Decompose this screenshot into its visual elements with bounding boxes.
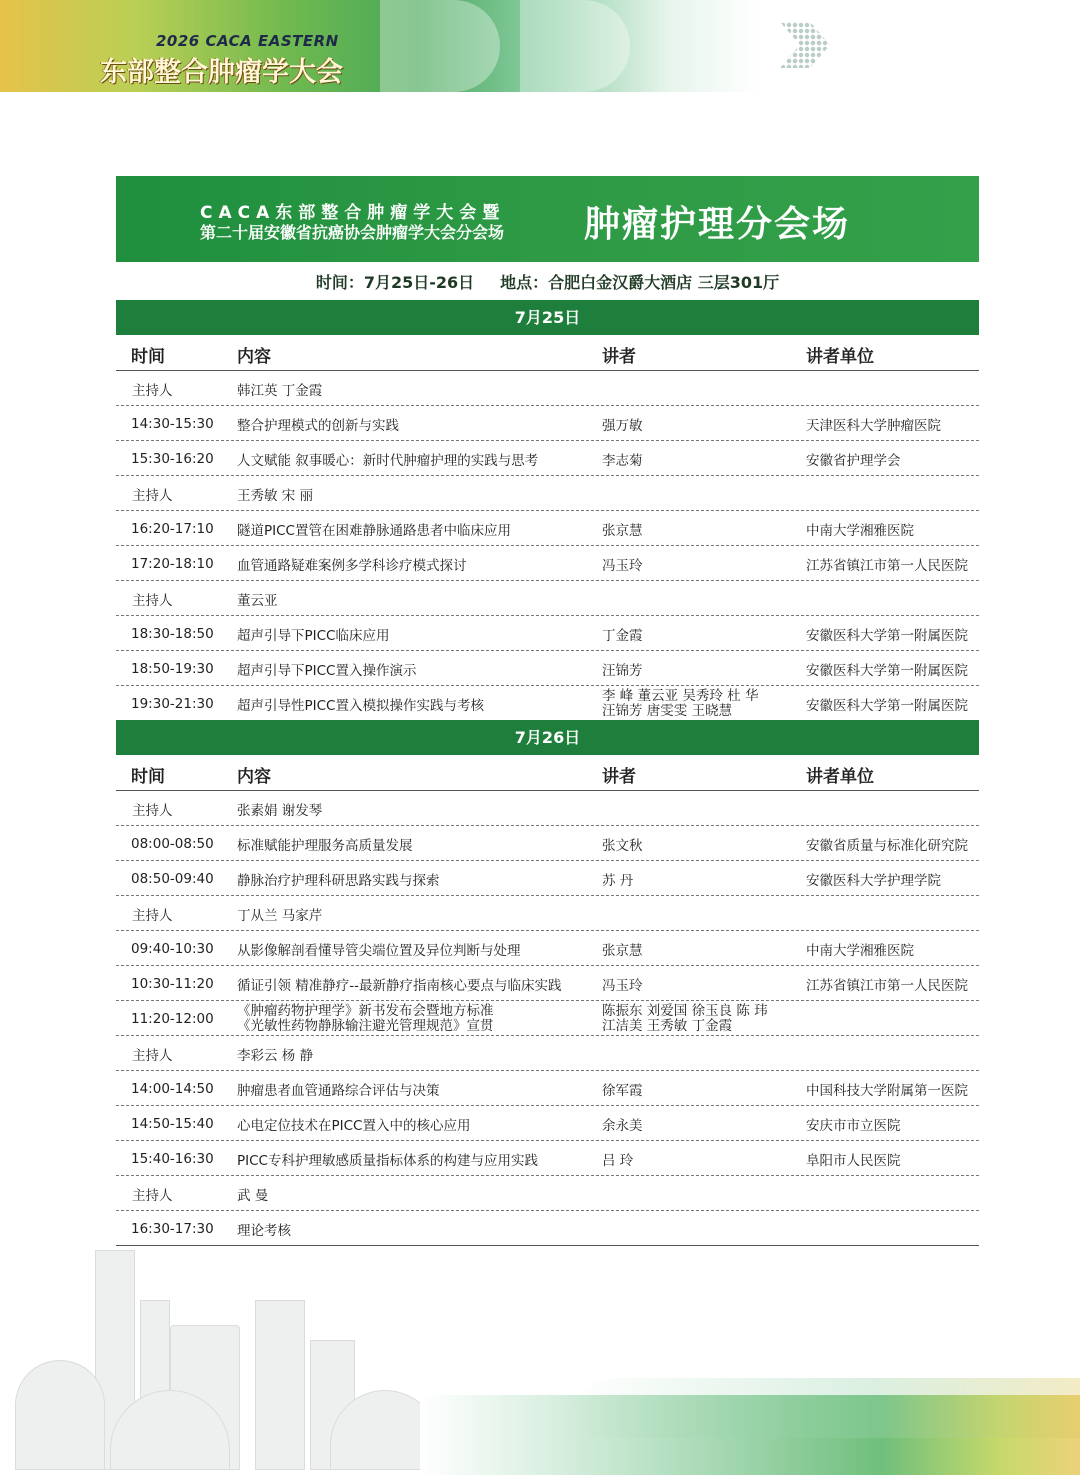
row-speaker-line: 张京慧 — [602, 522, 643, 539]
row-topic: 张素娟 谢发琴 — [237, 802, 323, 819]
row-speaker — [602, 616, 643, 651]
host-row — [116, 371, 979, 406]
row-topic: 韩江英 丁金霞 — [237, 382, 323, 399]
row-time: 17:20-18:10 — [131, 555, 214, 572]
session-place: 地点：合肥白金汉爵大酒店 三层301厅 — [500, 273, 780, 292]
row-speaker-line: 张文秋 — [602, 837, 643, 854]
schedule-row — [116, 1106, 979, 1141]
schedule-row — [116, 651, 979, 686]
bottom-decoration — [0, 1240, 1080, 1475]
row-time: 主持人 — [132, 907, 173, 924]
row-unit: 中南大学湘雅医院 — [806, 522, 914, 539]
row-time: 15:40-16:30 — [131, 1150, 214, 1167]
row-time: 主持人 — [132, 487, 173, 504]
host-row — [116, 896, 979, 931]
row-unit: 安徽医科大学第一附属医院 — [806, 627, 968, 644]
row-time: 主持人 — [132, 802, 173, 819]
row-topic: 整合护理模式的创新与实践 — [237, 417, 399, 434]
schedule-row — [116, 966, 979, 1001]
row-speaker — [602, 441, 643, 476]
row-speaker — [602, 546, 643, 581]
dot-arrow-icon — [780, 22, 830, 68]
row-speaker — [602, 966, 643, 1001]
row-unit: 安徽医科大学第一附属医院 — [806, 697, 968, 714]
day-header: 7月25日 — [116, 300, 979, 335]
column-header-topic: 内容 — [237, 767, 271, 787]
row-time: 08:00-08:50 — [131, 835, 214, 852]
row-speaker-line: 冯玉玲 — [602, 977, 643, 994]
row-topic: PICC专科护理敏感质量指标体系的构建与应用实践 — [237, 1152, 538, 1169]
row-speaker-line: 陈振东 刘爱国 徐玉良 陈 玮 — [602, 1002, 768, 1019]
row-speaker-line: 李志菊 — [602, 452, 643, 469]
row-time: 主持人 — [132, 382, 173, 399]
building-illustration — [255, 1300, 305, 1470]
row-unit: 天津医科大学肿瘤医院 — [806, 417, 941, 434]
row-speaker — [602, 686, 758, 721]
schedule-row — [116, 441, 979, 476]
row-time: 主持人 — [132, 1047, 173, 1064]
schedule-row — [116, 406, 979, 441]
column-header-unit: 讲者单位 — [806, 347, 874, 367]
row-unit: 安徽医科大学第一附属医院 — [806, 662, 968, 679]
row-unit: 安徽医科大学护理学院 — [806, 872, 941, 889]
row-speaker — [602, 1001, 768, 1036]
host-row — [116, 1176, 979, 1211]
row-time: 主持人 — [132, 592, 173, 609]
row-speaker-line: 吕 玲 — [602, 1152, 634, 1169]
row-speaker-line: 汪锦芳 — [602, 662, 643, 679]
time-place-line — [116, 270, 979, 293]
top-banner — [0, 0, 760, 92]
row-time: 10:30-11:20 — [131, 975, 214, 992]
row-speaker-line: 余永美 — [602, 1117, 643, 1134]
schedule-row — [116, 1001, 979, 1036]
schedule-row — [116, 546, 979, 581]
schedule-row — [116, 1141, 979, 1176]
session-title: 肿瘤护理分会场 — [584, 204, 851, 245]
session-time: 时间：7月25日-26日 — [315, 273, 475, 292]
session-header — [116, 176, 979, 262]
row-topic-line: 《光敏性药物静脉输注避光管理规范》宣贯 — [237, 1017, 494, 1034]
row-speaker — [602, 931, 643, 966]
column-header-unit: 讲者单位 — [806, 767, 874, 787]
row-unit: 江苏省镇江市第一人民医院 — [806, 557, 968, 574]
row-speaker-line: 汪锦芳 唐雯雯 王晓慧 — [602, 702, 733, 719]
schedule-row — [116, 861, 979, 896]
schedule-row — [116, 826, 979, 861]
cloud-illustration — [15, 1360, 105, 1470]
row-time: 14:50-15:40 — [131, 1115, 214, 1132]
row-time: 14:30-15:30 — [131, 415, 214, 432]
schedule-row — [116, 616, 979, 651]
row-unit: 中国科技大学附属第一医院 — [806, 1082, 968, 1099]
row-time: 11:20-12:00 — [131, 1010, 214, 1027]
row-topic: 李彩云 杨 静 — [237, 1047, 314, 1064]
host-row — [116, 581, 979, 616]
row-topic: 超声引导下PICC置入操作演示 — [237, 662, 417, 679]
schedule-row — [116, 511, 979, 546]
row-speaker — [602, 1106, 643, 1141]
host-row — [116, 1036, 979, 1071]
row-speaker — [602, 511, 643, 546]
column-header-speaker: 讲者 — [602, 347, 636, 367]
row-time: 19:30-21:30 — [131, 695, 214, 712]
row-topic: 静脉治疗护理科研思路实践与探索 — [237, 872, 440, 889]
row-time: 18:50-19:30 — [131, 660, 214, 677]
row-time: 08:50-09:40 — [131, 870, 214, 887]
banner-wave — [520, 0, 630, 92]
column-header-time: 时间 — [131, 347, 165, 367]
row-topic-line: 《肿瘤药物护理学》新书发布会暨地方标准 — [237, 1002, 494, 1019]
row-topic: 超声引导下PICC临床应用 — [237, 627, 390, 644]
column-header-row — [116, 755, 979, 791]
row-speaker — [602, 651, 643, 686]
column-header-time: 时间 — [131, 767, 165, 787]
row-topic: 隧道PICC置管在困难静脉通路患者中临床应用 — [237, 522, 511, 539]
row-speaker-line: 冯玉玲 — [602, 557, 643, 574]
row-topic — [237, 1001, 494, 1036]
schedule-row — [116, 931, 979, 966]
row-time: 主持人 — [132, 1187, 173, 1204]
row-time: 18:30-18:50 — [131, 625, 214, 642]
row-unit: 安徽省质量与标准化研究院 — [806, 837, 968, 854]
row-unit: 阜阳市人民医院 — [806, 1152, 901, 1169]
row-time: 15:30-16:20 — [131, 450, 214, 467]
logo-english-text: 2026 CACA EASTERN — [156, 32, 339, 50]
row-speaker — [602, 861, 633, 896]
row-topic: 人文赋能 叙事暖心：新时代肿瘤护理的实践与思考 — [237, 452, 539, 469]
row-topic: 循证引领 精准静疗--最新静疗指南核心要点与临床实践 — [237, 977, 562, 994]
row-unit: 江苏省镇江市第一人民医院 — [806, 977, 968, 994]
row-topic: 超声引导性PICC置入模拟操作实践与考核 — [237, 697, 484, 714]
schedule-row — [116, 686, 979, 721]
row-time: 14:00-14:50 — [131, 1080, 214, 1097]
row-speaker-line: 张京慧 — [602, 942, 643, 959]
row-topic: 标准赋能护理服务高质量发展 — [237, 837, 413, 854]
banner-wave — [380, 0, 500, 92]
row-unit: 中南大学湘雅医院 — [806, 942, 914, 959]
host-row — [116, 791, 979, 826]
row-speaker-line: 强万敏 — [602, 417, 643, 434]
row-speaker-line: 丁金霞 — [602, 627, 643, 644]
logo-chinese-text: 东部整合肿瘤学大会 — [100, 57, 343, 88]
header-subtitle-2: 第二十届安徽省抗癌协会肿瘤学大会分会场 — [200, 223, 505, 242]
row-speaker — [602, 1141, 633, 1176]
row-time: 09:40-10:30 — [131, 940, 214, 957]
row-unit: 安庆市市立医院 — [806, 1117, 901, 1134]
row-topic: 武 曼 — [237, 1187, 269, 1204]
row-speaker-line: 徐军霞 — [602, 1082, 643, 1099]
header-subtitle-1: CACA东部整合肿瘤学大会暨 — [200, 203, 506, 223]
row-speaker — [602, 826, 643, 861]
row-topic: 心电定位技术在PICC置入中的核心应用 — [237, 1117, 471, 1134]
column-header-topic: 内容 — [237, 347, 271, 367]
row-topic: 从影像解剖看懂导管尖端位置及异位判断与处理 — [237, 942, 521, 959]
row-topic: 肿瘤患者血管通路综合评估与决策 — [237, 1082, 440, 1099]
row-time: 16:30-17:30 — [131, 1220, 214, 1237]
row-time: 16:20-17:10 — [131, 520, 214, 537]
host-row — [116, 476, 979, 511]
schedule-row — [116, 1071, 979, 1106]
row-topic: 血管通路疑难案例多学科诊疗模式探讨 — [237, 557, 467, 574]
row-speaker-line: 苏 丹 — [602, 872, 634, 889]
row-speaker — [602, 1071, 643, 1106]
row-topic: 王秀敏 宋 丽 — [237, 487, 314, 504]
column-header-speaker: 讲者 — [602, 767, 636, 787]
row-topic: 董云亚 — [237, 592, 278, 609]
row-unit: 安徽省护理学会 — [806, 452, 901, 469]
bottom-wave — [560, 1378, 1080, 1438]
day-header: 7月26日 — [116, 720, 979, 755]
row-topic: 理论考核 — [237, 1222, 291, 1239]
column-header-row — [116, 335, 979, 371]
row-topic: 丁从兰 马家芹 — [237, 907, 323, 924]
row-speaker-line: 李 峰 董云亚 吴秀玲 杜 华 — [602, 687, 759, 704]
row-speaker-line: 江洁美 王秀敏 丁金霞 — [602, 1017, 733, 1034]
row-speaker — [602, 406, 643, 441]
